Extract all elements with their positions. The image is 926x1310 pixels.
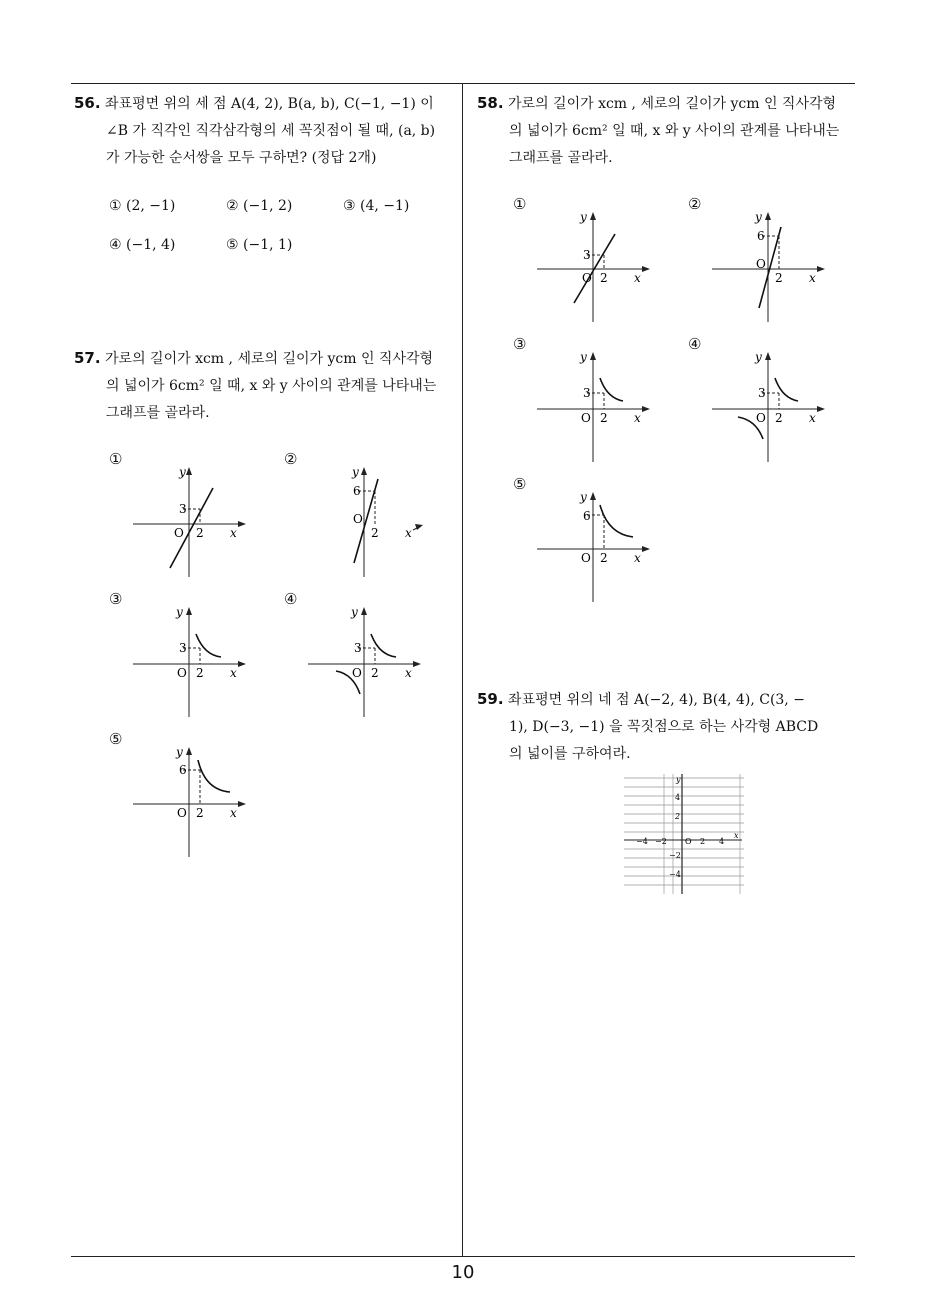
option-label-2[interactable]: ② [284, 450, 298, 468]
tick-label: 2 [775, 411, 783, 425]
y-axis-label: y [580, 350, 587, 364]
tick-label: 2 [600, 411, 608, 425]
y-axis-label: y [755, 210, 762, 224]
tick-label: 2 [600, 551, 608, 565]
question-text: 의 넓이가 6cm² 일 때, x 와 y 사이의 관계를 나타내는 [509, 123, 840, 139]
question-text: 의 넓이가 6cm² 일 때, x 와 y 사이의 관계를 나타내는 [106, 378, 437, 394]
choice-1[interactable]: ① (2, −1) [109, 198, 176, 214]
choice-4[interactable]: ④ (−1, 4) [109, 237, 176, 253]
question-number: 56. [74, 94, 101, 112]
coordinate-grid [624, 774, 744, 894]
x-axis-label: x [734, 831, 739, 840]
tick-label: 2 [196, 526, 204, 540]
graph-option-4 [308, 605, 428, 720]
origin-label: O [581, 551, 591, 565]
question-number: 58. [477, 94, 504, 112]
option-label-2[interactable]: ② [688, 195, 702, 213]
option-label-3[interactable]: ③ [109, 590, 123, 608]
question-56 [74, 90, 458, 172]
tick-label: −4 [636, 837, 648, 846]
graph-option-3 [133, 605, 253, 720]
column-divider [462, 83, 463, 1257]
y-axis-label: y [176, 745, 183, 759]
x-axis-label: x [230, 666, 237, 680]
question-text: ∠B 가 직각인 직각삼각형의 세 꼭짓점이 될 때, (a, b) [106, 123, 436, 139]
graph-option-2 [712, 210, 832, 325]
question-number: 59. [477, 690, 504, 708]
option-label-1[interactable]: ① [513, 195, 527, 213]
tick-label: 2 [675, 812, 681, 821]
origin-label: O [353, 512, 363, 526]
origin-label: O [685, 837, 692, 846]
question-number: 57. [74, 349, 101, 367]
x-axis-label: x [405, 526, 412, 540]
origin-label: O [177, 806, 187, 820]
top-rule [71, 83, 855, 84]
origin-label: O [756, 257, 766, 271]
x-axis-label: x [230, 806, 237, 820]
tick-label: 6 [757, 229, 765, 243]
tick-label: 4 [675, 793, 681, 802]
tick-label: 4 [719, 837, 725, 846]
y-axis-label: y [580, 210, 587, 224]
origin-label: O [174, 526, 184, 540]
x-axis-label: x [634, 411, 641, 425]
graph-option-3 [537, 350, 657, 465]
y-axis-label: y [676, 775, 681, 784]
option-label-3[interactable]: ③ [513, 335, 527, 353]
question-text: 좌표평면 위의 네 점 A(−2, 4), B(4, 4), C(3, − [508, 692, 805, 708]
tick-label: 3 [354, 641, 362, 655]
y-axis-label: y [179, 465, 186, 479]
tick-label: 2 [775, 271, 783, 285]
option-label-5[interactable]: ⑤ [513, 475, 527, 493]
graph-option-2 [333, 465, 433, 580]
choice-2[interactable]: ② (−1, 2) [226, 198, 293, 214]
question-text: 좌표평면 위의 세 점 A(4, 2), B(a, b), C(−1, −1) 이 [105, 96, 434, 112]
y-axis-label: y [352, 465, 359, 479]
x-axis-label: x [405, 666, 412, 680]
question-59 [477, 686, 861, 768]
x-axis-label: x [809, 271, 816, 285]
question-text: 가로의 길이가 xcm , 세로의 길이가 ycm 인 직사각형 [508, 96, 837, 112]
question-text: 1), D(−3, −1) 을 꼭짓점으로 하는 사각형 ABCD [509, 719, 819, 735]
graph-option-5 [133, 745, 253, 860]
question-text: 그래프를 골라라. [509, 150, 613, 166]
y-axis-label: y [176, 605, 183, 619]
tick-label: 6 [583, 509, 591, 523]
tick-label: 3 [179, 641, 187, 655]
tick-label: 2 [196, 806, 204, 820]
question-text: 가로의 길이가 xcm , 세로의 길이가 ycm 인 직사각형 [105, 351, 434, 367]
x-axis-label: x [809, 411, 816, 425]
question-58 [477, 90, 861, 172]
origin-label: O [177, 666, 187, 680]
tick-label: 6 [353, 484, 361, 498]
choice-5[interactable]: ⑤ (−1, 1) [226, 237, 293, 253]
question-text: 그래프를 골라라. [106, 405, 210, 421]
y-axis-label: y [755, 350, 762, 364]
page-number: 10 [451, 1262, 475, 1283]
tick-label: 2 [196, 666, 204, 680]
tick-label: 3 [583, 248, 591, 262]
tick-label: 2 [700, 837, 706, 846]
tick-label: −4 [669, 870, 681, 879]
option-label-4[interactable]: ④ [284, 590, 298, 608]
origin-label: O [582, 271, 592, 285]
question-text: 의 넓이를 구하여라. [509, 746, 631, 762]
graph-option-4 [712, 350, 832, 465]
tick-label: 2 [371, 526, 379, 540]
tick-label: 6 [179, 763, 187, 777]
tick-label: −2 [655, 837, 667, 846]
tick-label: 2 [371, 666, 379, 680]
graph-option-1 [133, 465, 253, 580]
tick-label: 3 [758, 386, 766, 400]
question-text: 가 가능한 순서쌍을 모두 구하면? (정답 2개) [106, 150, 377, 166]
tick-label: −2 [669, 851, 681, 860]
tick-label: 3 [583, 386, 591, 400]
x-axis-label: x [634, 551, 641, 565]
origin-label: O [581, 411, 591, 425]
origin-label: O [756, 411, 766, 425]
x-axis-label: x [230, 526, 237, 540]
option-label-5[interactable]: ⑤ [109, 730, 123, 748]
origin-label: O [352, 666, 362, 680]
graph-option-1 [537, 210, 657, 325]
bottom-rule [71, 1256, 855, 1257]
option-label-4[interactable]: ④ [688, 335, 702, 353]
x-axis-label: x [634, 271, 641, 285]
choice-3[interactable]: ③ (4, −1) [343, 198, 410, 214]
y-axis-label: y [580, 490, 587, 504]
y-axis-label: y [351, 605, 358, 619]
graph-option-5 [537, 490, 657, 605]
question-57 [74, 345, 458, 427]
tick-label: 2 [600, 271, 608, 285]
tick-label: 3 [179, 502, 187, 516]
option-label-1[interactable]: ① [109, 450, 123, 468]
